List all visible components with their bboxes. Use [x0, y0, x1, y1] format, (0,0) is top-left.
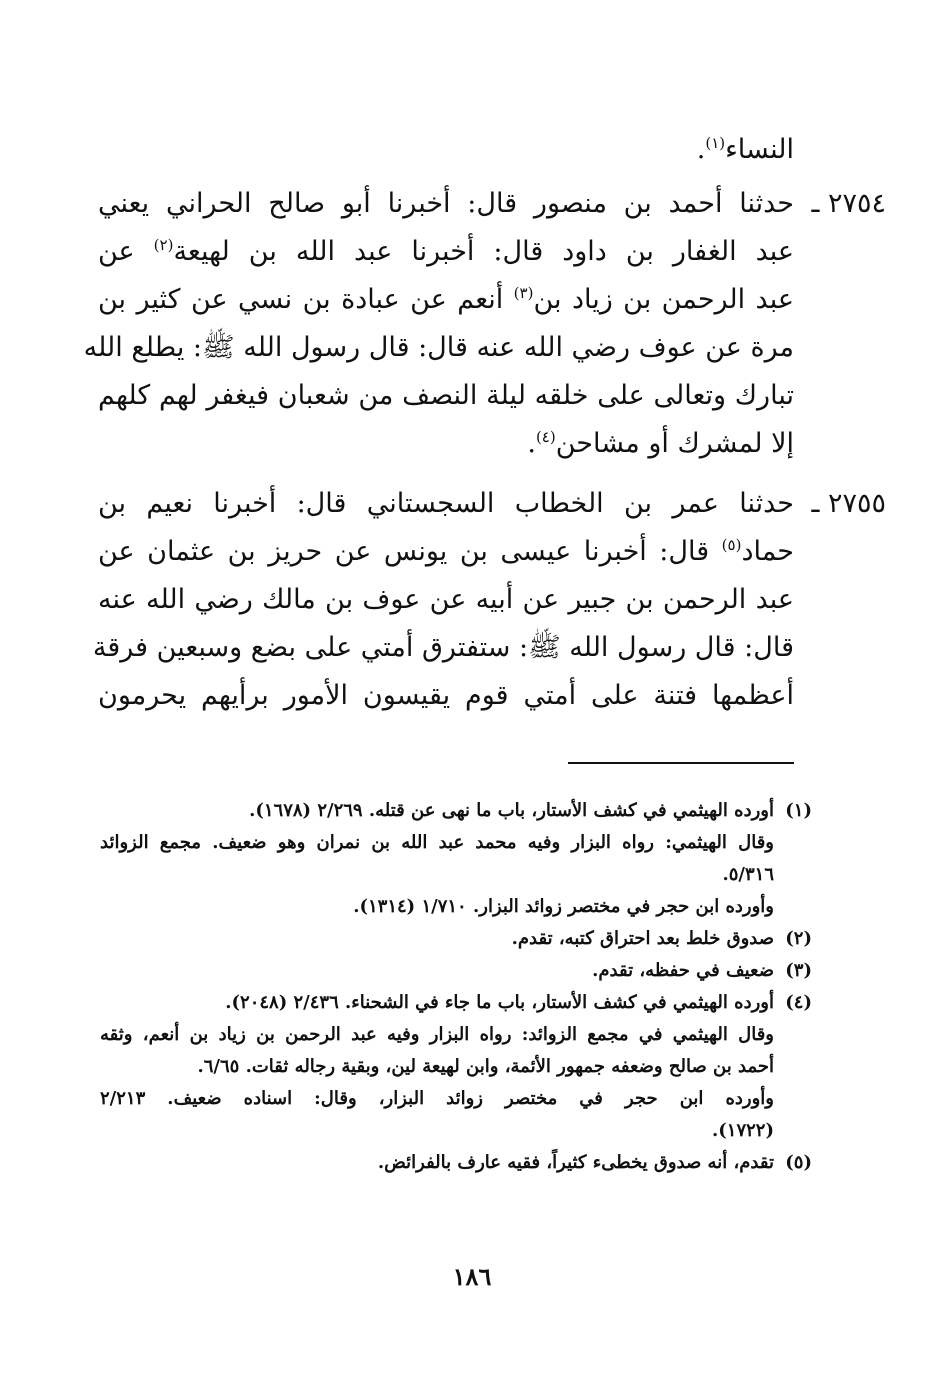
- footnote-line: أحمد بن صالح وضعفه جمهور الأئمة، وابن لهيعة لين، وبقية رجاله ثقات. ٦/٦٥.: [197, 1056, 774, 1077]
- line-text: عبد الرحمن بن زياد بن: [533, 284, 794, 315]
- footnotes: [100, 795, 812, 1179]
- intro-text: النساء: [725, 134, 794, 165]
- line-text: أنعم عن عبادة بن نسي عن كثير بن: [98, 284, 514, 315]
- line-text: مرة عن عوف رضي الله عنه قال: قال رسول الله ﷺ: يطلع الله: [83, 332, 794, 363]
- hadith-line: [98, 276, 794, 324]
- footnote-line: أورده الهيثمي في كشف الأستار، باب ما جاء في الشحناء. ٢/٤٣٦ (٢٠٤٨).: [225, 992, 774, 1013]
- hadith-line: [98, 528, 794, 576]
- footnote-ref: (٤): [535, 428, 556, 446]
- hadith-line: [98, 420, 794, 468]
- hadith-number: ٢٧٥٤ ـ: [811, 188, 886, 219]
- footnote-number: (٥): [785, 1152, 812, 1173]
- line-text: قال: قال رسول الله ﷺ: ستفترق أمتي على بضع وسبعين فرقة: [92, 632, 794, 663]
- hadith-line: [98, 372, 794, 420]
- footnote-line: وأورده ابن حجر في مختصر زوائد البزار. ١/٧١٠ (١٣١٤).: [353, 896, 774, 917]
- footnote-2: [100, 923, 812, 955]
- footnote-line: وقال الهيثمي: رواه البزار وفيه محمد عبد الله بن نمران وهو ضعيف. مجمع الزوائد: [100, 832, 774, 853]
- intro-line: [98, 126, 794, 174]
- footnote-line: ٥/٣١٦.: [722, 864, 774, 885]
- footnote-ref: (٢): [153, 236, 174, 254]
- footnote-divider: [568, 762, 794, 764]
- footnote-number: (٢): [785, 928, 812, 949]
- hadith-line: [98, 180, 794, 228]
- line-text: أعظمها فتنة على أمتي قوم يقيسون الأمور برأيهم يحرمون: [98, 680, 794, 711]
- footnote-5: [100, 1147, 812, 1179]
- footnote-4: [100, 987, 812, 1147]
- footnote-line: ضعيف في حفظه، تقدم.: [592, 960, 774, 981]
- footnote-number: (٤): [785, 992, 812, 1013]
- hadith-line: [92, 624, 794, 672]
- line-text: إلا لمشرك أو مشاحن: [555, 428, 794, 459]
- hadith-line: [98, 576, 794, 624]
- line-text: تبارك وتعالى على خلقه ليلة النصف من شعبان فيغفر لهم كلهم: [98, 380, 794, 411]
- page-number: ١٨٦: [452, 1262, 492, 1291]
- footnote-line: وقال الهيثمي في مجمع الزوائد: رواه البزار وفيه عبد الرحمن بن زياد بن أنعم، وثقه: [100, 1024, 774, 1045]
- footnote-line: صدوق خلط بعد احتراق كتبه، تقدم.: [511, 928, 774, 949]
- line-text: حدثنا أحمد بن منصور قال: أخبرنا أبو صالح الحراني يعني: [98, 188, 794, 219]
- footnote-ref: (١): [705, 134, 726, 152]
- hadith-line: [98, 228, 794, 276]
- footnote-line: وأورده ابن حجر في مختصر زوائد البزار، وقال: اسناده ضعيف. ٢/٢١٣: [100, 1088, 774, 1109]
- line-text: عبد الرحمن بن جبير عن أبيه عن عوف بن مالك رضي الله عنه: [98, 584, 794, 615]
- footnote-1: [100, 795, 812, 923]
- hadith-line: [98, 480, 794, 528]
- line-text: عبد الغفار بن داود قال: أخبرنا عبد الله بن لهيعة: [173, 236, 794, 267]
- hadith-2754: [83, 180, 886, 468]
- line-text: عن: [98, 236, 154, 267]
- hadith-2755: [92, 480, 886, 720]
- footnote-line: (١٧٢٢).: [712, 1120, 774, 1141]
- footnote-line: تقدم، أنه صدوق يخطىء كثيراً، فقيه عارف بالفرائض.: [377, 1152, 774, 1173]
- line-text: قال: أخبرنا عيسى بن يونس عن حريز بن عثمان عن: [98, 536, 722, 567]
- intro-end: .: [696, 134, 706, 165]
- main-text: [83, 126, 886, 720]
- footnote-line: أورده الهيثمي في كشف الأستار، باب ما نهى عن قتله. ٢/٢٦٩ (١٦٧٨).: [249, 800, 774, 821]
- line-text: حماد: [741, 536, 794, 567]
- footnote-ref: (٣): [513, 284, 534, 302]
- footnote-3: [100, 955, 812, 987]
- hadith-line: [98, 672, 794, 720]
- line-text: حدثنا عمر بن الخطاب السجستاني قال: أخبرنا نعيم بن: [98, 488, 794, 519]
- footnote-number: (١): [785, 800, 812, 821]
- footnote-ref: (٥): [721, 536, 742, 554]
- hadith-number: ٢٧٥٥ ـ: [811, 488, 886, 519]
- line-text: .: [527, 428, 536, 459]
- hadith-line: [83, 324, 794, 372]
- footnote-number: (٣): [785, 960, 812, 981]
